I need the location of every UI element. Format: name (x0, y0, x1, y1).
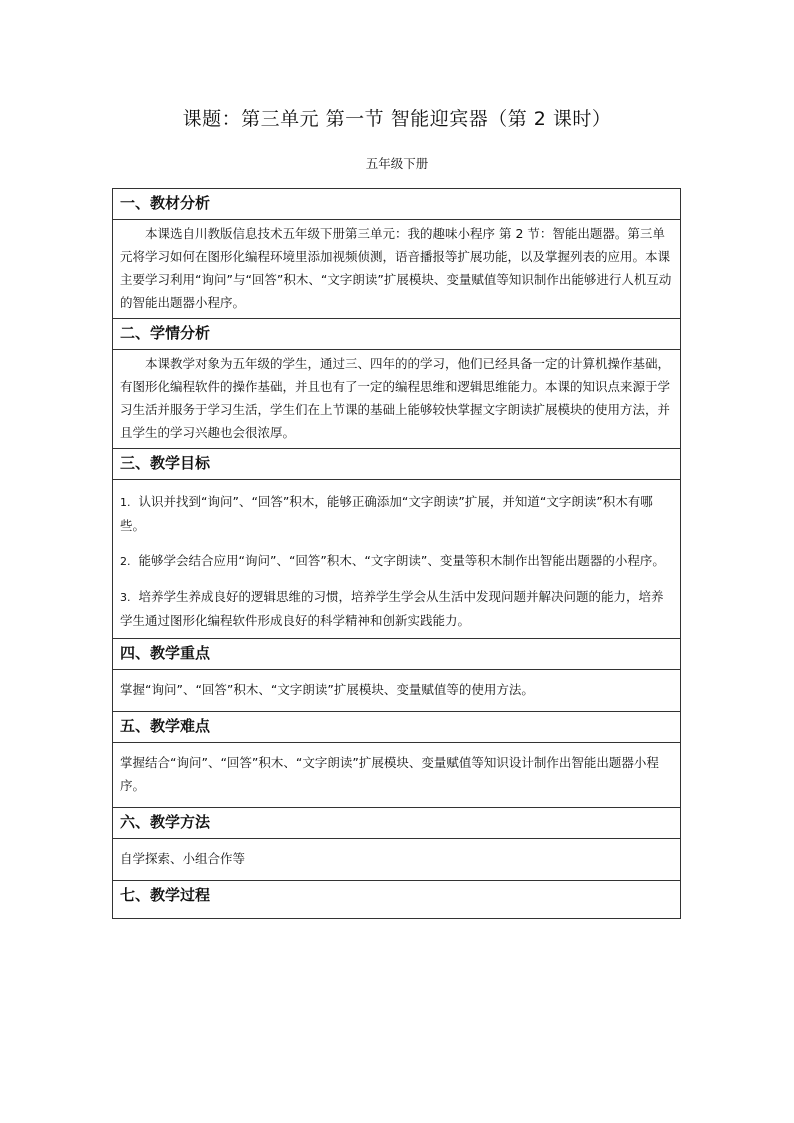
section-body-textbook-analysis (113, 220, 681, 319)
section-body-teaching-methods (113, 839, 681, 881)
objective-item (120, 549, 673, 573)
item-text: 培养学生养成良好的逻辑思维的习惯，培养学生学会从生活中发现问题并解决问题的能力，培养学生通过图形化编程软件形成良好的科学精神和创新实践能力。 (120, 589, 664, 628)
item-number: 2. (120, 555, 131, 568)
page-title: 课题：第三单元 第一节 智能迎宾器（第 2 课时） (182, 108, 612, 130)
objective-item (120, 490, 673, 537)
paragraph: 掌握结合“询问”、“回答”积木、“文字朗读”扩展模块、变量赋值等知识设计制作出智能出题器小程序。 (120, 755, 659, 793)
paragraph: 自学探索、小组合作等 (120, 851, 246, 866)
section-body-row (113, 743, 681, 808)
item-text: 能够学会结合应用“询问”、“回答”积木、“文字朗读”、变量等积木制作出智能出题器的小程序。 (138, 553, 665, 568)
section-body-row (113, 670, 681, 712)
section-header-row (113, 639, 681, 670)
section-body-row (113, 350, 681, 449)
section-body-student-analysis (113, 350, 681, 449)
grade-label: 五年级下册 (365, 156, 429, 171)
section-header-row (113, 189, 681, 220)
objective-item (120, 585, 673, 632)
lesson-plan-table (112, 188, 681, 919)
section-heading-textbook-analysis: 一、教材分析 (113, 189, 681, 220)
item-number: 1. (120, 496, 131, 509)
paragraph: 本课教学对象为五年级的学生，通过三、四年的的学习，他们已经具备一定的计算机操作基础，有图形化编程软件的操作基础，并且也有了一定的编程思维和逻辑思维能力。本课的知识点来源于学习生活并服务于学习生活，学生们在上节课的基础上能够较快掌握文字朗读扩展模块的使用方法，并且学生的学习兴趣也会很浓厚。 (120, 356, 671, 440)
section-header-row (113, 449, 681, 480)
item-text: 认识并找到“询问”、“回答”积木，能够正确添加“文字朗读”扩展，并知道“文字朗读”积木有哪些。 (120, 494, 653, 533)
section-heading-student-analysis: 二、学情分析 (113, 319, 681, 350)
section-body-row (113, 839, 681, 881)
item-number: 3. (120, 591, 131, 604)
section-header-row (113, 319, 681, 350)
section-body-difficult-points (113, 743, 681, 808)
section-heading-difficult-points: 五、教学难点 (113, 712, 681, 743)
paragraph: 本课选自川教版信息技术五年级下册第三单元：我的趣味小程序 第 2 节：智能出题器。第三单元将学习如何在图形化编程环境里添加视频侦测，语音播报等扩展功能，以及掌握列表的应用。本课主要学习利用“询问”与“回答”积木、“文字朗读”扩展模块、变量赋值等知识制作出能够进行人机互动的智能出题器小程序。 (120, 226, 672, 310)
section-body-row (113, 480, 681, 639)
section-header-row (113, 712, 681, 743)
section-heading-teaching-process: 七、教学过程 (113, 881, 681, 919)
section-body-row (113, 220, 681, 319)
section-body-teaching-objectives (113, 480, 681, 639)
section-header-row (113, 808, 681, 839)
paragraph: 掌握“询问”、“回答”积木、“文字朗读”扩展模块、变量赋值等的使用方法。 (120, 682, 534, 697)
section-header-row (113, 881, 681, 919)
section-heading-key-points: 四、教学重点 (113, 639, 681, 670)
section-heading-teaching-objectives: 三、教学目标 (113, 449, 681, 480)
section-heading-teaching-methods: 六、教学方法 (113, 808, 681, 839)
section-body-key-points (113, 670, 681, 712)
